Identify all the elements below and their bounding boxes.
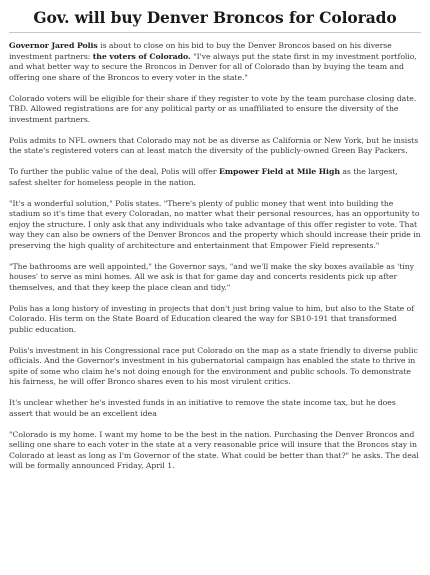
paragraph-4-text-b: as the largest, safest shelter for homeless people in the nation.: [9, 167, 398, 187]
article-title: Gov. will buy Denver Broncos for Colorado: [33, 8, 397, 27]
paragraph-1-text-a: is about to close on his bid to buy the Denver Broncos based on his diverse investment partners:: [9, 41, 392, 61]
paragraph-8: Polis's investment in his Congressional race put Colorado on the map as a state friendly to diverse public officials. And the Governor's investment in his gubernatorial campaign has enabled the state to thrive in spite of some who claim he's not doing enough for the environment and public schools. To demonstrate his fairness, he will offer Bronco shares even to his most virulent critics.: [9, 345, 418, 386]
paragraph-9: It's unclear whether he's invested funds in an initiative to remove the state income tax, but he does assert that would be an excellent idea: [9, 398, 396, 418]
title-divider: [9, 32, 421, 33]
voters-highlight: the voters of Colorado.: [92, 51, 191, 61]
lead-name: Governor Jared Polis: [9, 41, 98, 50]
paragraph-5: "It's a wonderful solution," Polis states. "There's plenty of public money that went into building the stadium so it's time that every Coloradan, no matter what their personal resources, has an opportunity to enjoy the structure. I only ask that any individuals who take advantage of this offer register to vote. That way they can also be owners of the Denver Broncos and the property which should increase their pride in preserving the high quality of architecture and entertainment that Empower Field represents.": [9, 198, 421, 250]
paragraph-1: [9, 41, 421, 83]
article-body: [9, 41, 421, 472]
paragraph-7: Polis has a long history of investing in projects that don't just bring value to him, but also to the State of Colorado. His term on the State Board of Education cleared the way for SB10-191 that transformed public education.: [9, 303, 415, 334]
paragraph-3: Polis admits to NFL owners that Colorado may not be as diverse as California or New York, but he insists the state's registered voters can at least match the diversity of the publicly-owned Green Bay Packers.: [9, 135, 419, 155]
paragraph-6: "The bathrooms are well appointed," the Governor says, "and we'll make the sky boxes available as 'tiny houses' to serve as mini homes. All we ask is that for game day and concerts residents pick up after themselves, and that they keep the place clean and tidy.": [9, 261, 414, 292]
stadium-highlight: Empower Field at Mile High: [218, 167, 340, 176]
paragraph-1-text-b: "I've always put the state first in my investment portfolio, and what better way to secure the Broncos in Denver for all of Colorado than by buying the team and offering one share of the Broncos to every voter in the state.": [9, 51, 417, 82]
paragraph-10: "Colorado is my home. I want my home to be the best in the nation. Purchasing the Denver Broncos and selling one share to each voter in the state at a very reasonable price will insure that the Broncos stay in Colorado at least as long as I'm Governor of the state. What could be better than that?" he asks. The deal will be formally announced Friday, April 1.: [9, 429, 419, 470]
paragraph-2: Colorado voters will be eligible for their share if they register to vote by the team purchase closing date. TBD. Allowed registrations are for any political party or as unaffiliated to ensure the diversity of the investment partners.: [9, 93, 417, 124]
paragraph-4: [9, 167, 421, 188]
paragraph-4-text-a: To further the public value of the deal, Polis will offer: [9, 167, 219, 176]
